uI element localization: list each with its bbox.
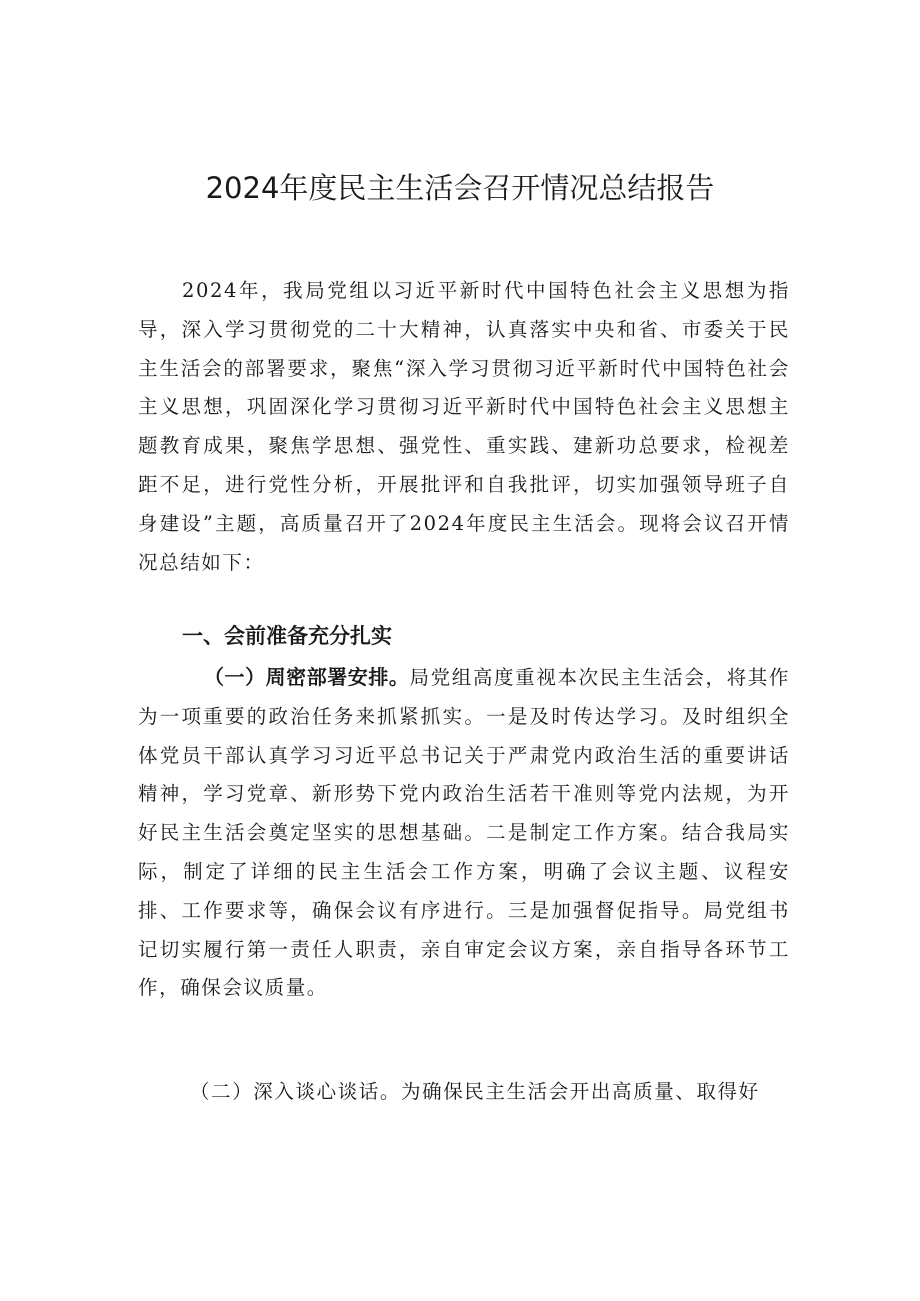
document-title: 2024年度民主生活会召开情况总结报告 bbox=[205, 171, 715, 205]
intro-paragraph: 2024年，我局党组以习近平新时代中国特色社会主义思想为指导，深入学习贯彻党的二十大精神，认真落实中央和省、市委关于民主生活会的部署要求，聚焦“深入学习贯彻习近平新时代中国特色社会主义思想，巩固深化学习贯彻习近平新时代中国特色社会主义思想主题教育成果，聚焦学思想、强党性、重实践、建新功总要求，检视差距不足，进行党性分析，开展批评和自我批评，切实加强领导班子自身建设”主题，高质量召开了2024年度民主生活会。现将会议召开情况总结如下： bbox=[138, 279, 790, 574]
subsection-one-body: 局党组高度重视本次民主生活会，将其作为一项重要的政治任务来抓紧抓实。一是及时传达学习。及时组织全体党员干部认真学习习近平总书记关于严肃党内政治生活的重要讲话精神，学习党章、新形势下党内政治生活若干准则等党内法规，为开好民主生活会奠定坚实的思想基础。二是制定工作方案。结合我局实际，制定了详细的民主生活会工作方案，明确了会议主题、议程安排、工作要求等，确保会议有序进行。三是加强督促指导。局党组书记切实履行第一责任人职责，亲自审定会议方案，亲自指导各环节工作，确保会议质量。 bbox=[138, 666, 791, 1000]
section-heading: 一、会前准备充分扎实 bbox=[182, 624, 392, 648]
subsection-one-lead: （一）周密部署安排。 bbox=[204, 665, 410, 689]
subsection-one-paragraph bbox=[138, 658, 790, 1008]
subsection-two-paragraph: （二）深入谈心谈话。为确保民主生活会开出高质量、取得好 bbox=[190, 1080, 760, 1103]
